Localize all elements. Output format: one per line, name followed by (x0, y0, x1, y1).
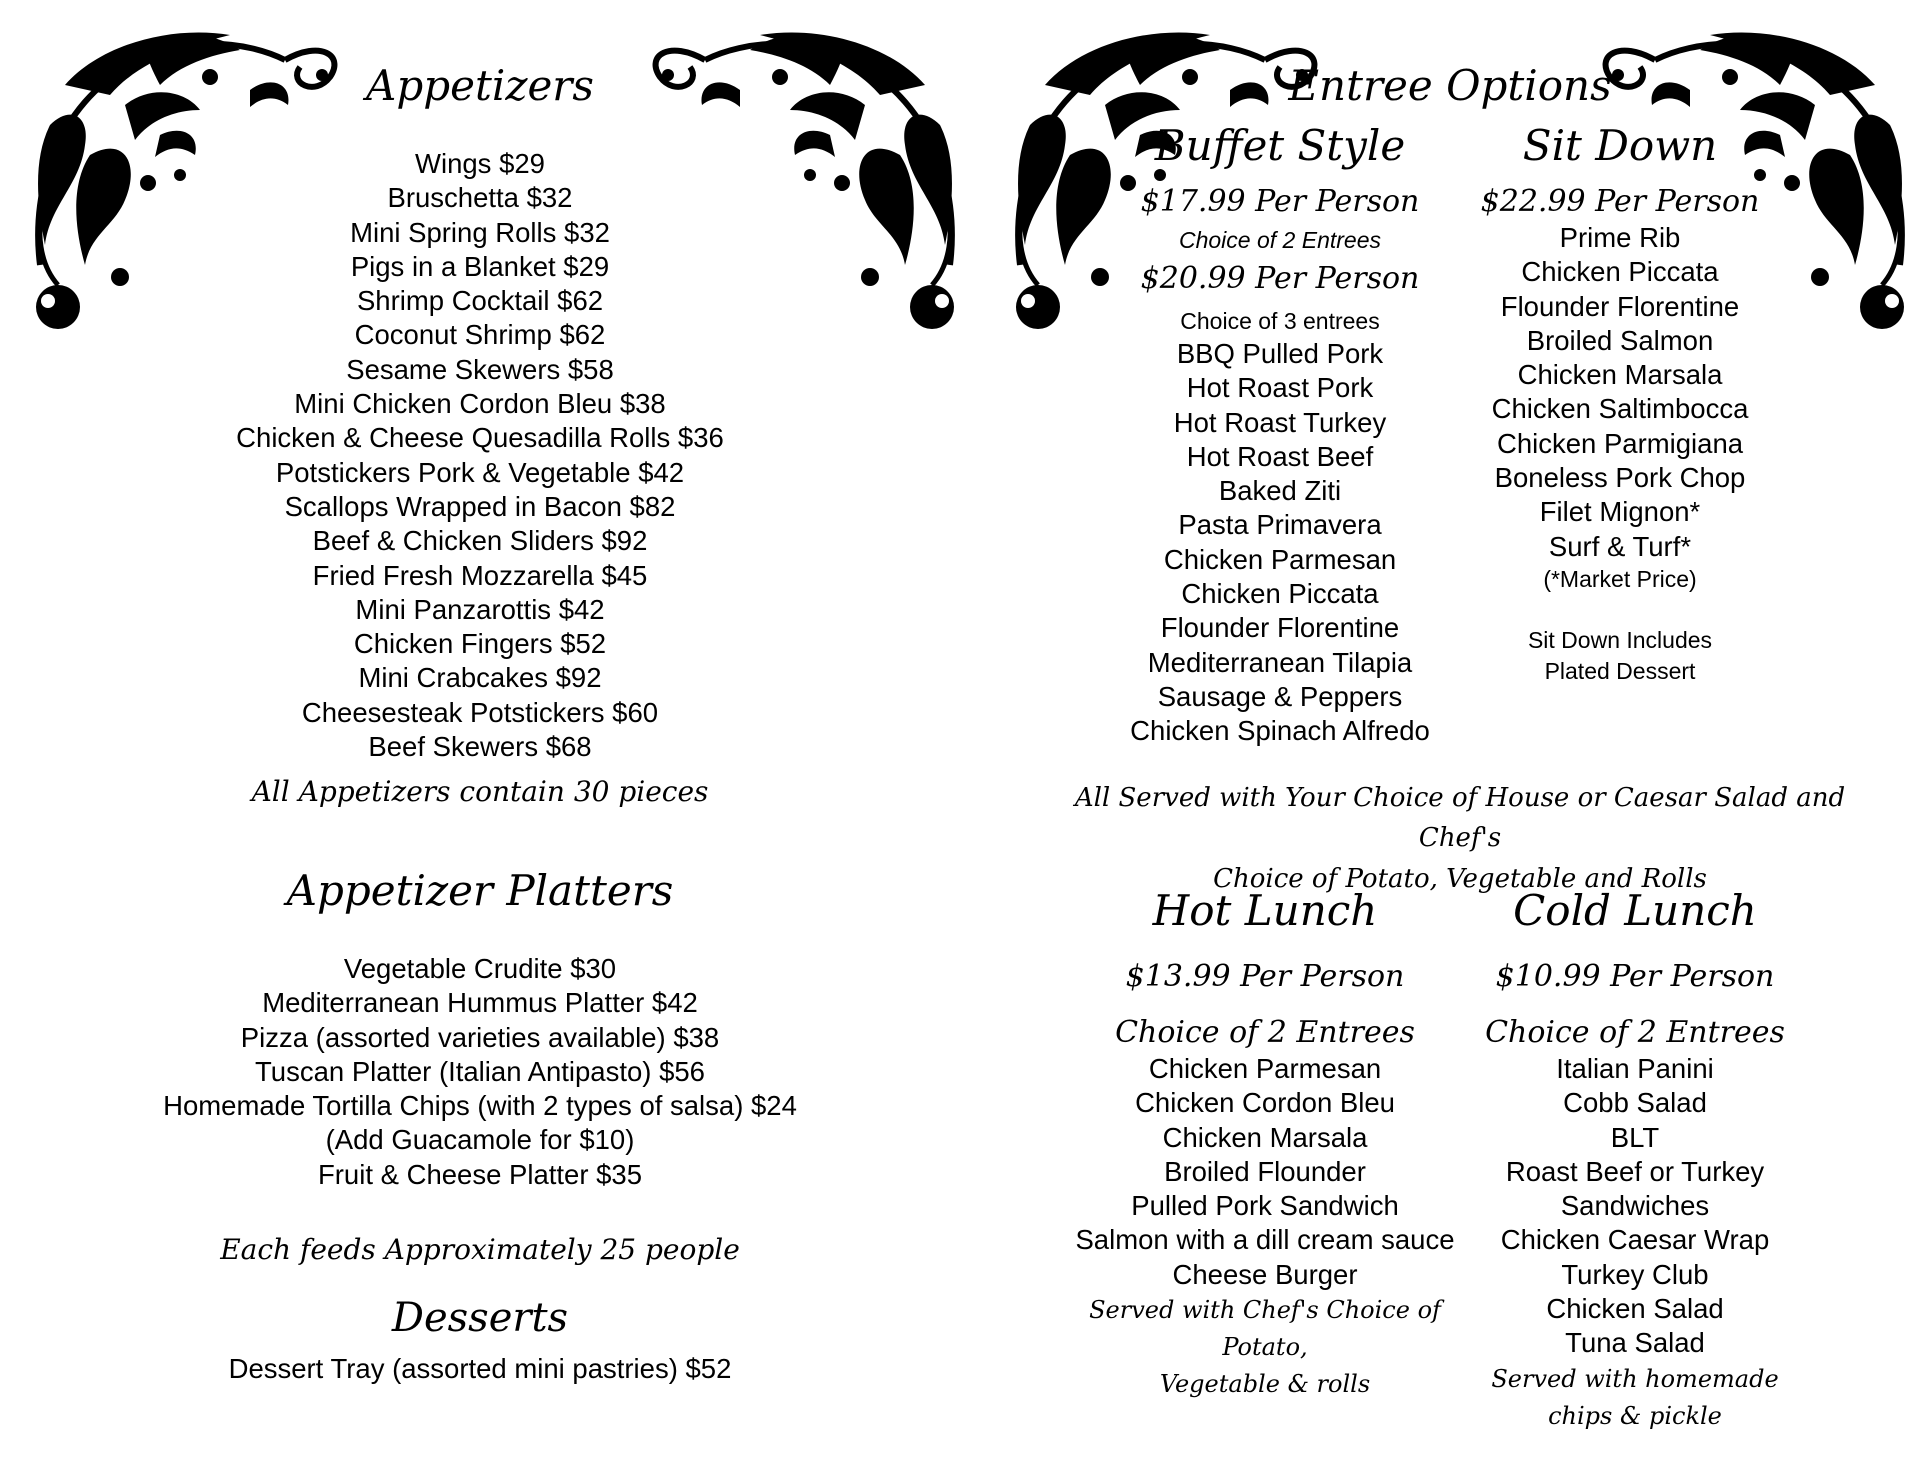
list-item: Baked Ziti (1218, 475, 1342, 507)
cold-lunch-price: $10.99 Per Person (1495, 959, 1775, 994)
sitdown-price: $22.99 Per Person (1480, 184, 1760, 219)
list-item: BBQ Pulled Pork (1176, 338, 1384, 369)
entree-title: Entree Options (1288, 61, 1612, 110)
list-item: Hot Roast Pork (1186, 372, 1374, 404)
buffet-column (1080, 121, 1480, 749)
cold-lunch-note-1: Served with homemade (1491, 1364, 1779, 1393)
buffet-choice-2: Choice of 3 entrees (1180, 308, 1380, 334)
list-item: Tuna Salad (1565, 1327, 1705, 1359)
list-item: Mediterranean Hummus Platter $42 (262, 987, 698, 1019)
list-item: Pulled Pork Sandwich (1131, 1190, 1399, 1222)
list-item: Mini Panzarottis $42 (355, 593, 605, 625)
cold-lunch-title: Cold Lunch (1513, 886, 1757, 935)
served-line-2: Choice of Potato, Vegetable and Rolls (1213, 863, 1707, 894)
served-line-1: All Served with Your Choice of House or Caesar Salad and Chef's (1074, 783, 1846, 854)
list-item: Flounder Florentine (1160, 612, 1400, 644)
list-item: Cheese Burger (1172, 1258, 1358, 1290)
buffet-price-2: $20.99 Per Person (1140, 261, 1420, 296)
list-item: Chicken Piccata (1521, 256, 1719, 288)
list-item: Shrimp Cocktail $62 (356, 285, 604, 317)
list-item: Beef & Chicken Sliders $92 (312, 525, 648, 557)
list-item: Chicken Parmesan (1163, 543, 1397, 575)
list-item: Flounder Florentine (1500, 290, 1740, 322)
list-item: Mini Chicken Cordon Bleu $38 (294, 388, 666, 420)
list-item: Broiled Flounder (1164, 1155, 1366, 1187)
list-item: Beef Skewers $68 (368, 731, 592, 763)
list-item: Coconut Shrimp $62 (354, 319, 606, 351)
list-item: Chicken Caesar Wrap (1500, 1224, 1770, 1256)
platters-title: Appetizer Platters (286, 866, 674, 915)
list-item: Chicken Salad (1546, 1293, 1724, 1325)
list-item: Bruschetta $32 (387, 182, 573, 214)
hot-lunch-list (1055, 1052, 1475, 1292)
list-item: Pizza (assorted varieties available) $38 (240, 1021, 720, 1053)
desserts-title: Desserts (391, 1295, 569, 1341)
list-item: Chicken Marsala (1162, 1121, 1368, 1153)
list-item: Chicken Parmesan (1148, 1053, 1382, 1084)
list-item: Chicken Piccata (1181, 578, 1379, 610)
list-item: Broiled Salmon (1526, 324, 1714, 356)
list-item: Sesame Skewers $58 (346, 353, 614, 385)
list-item: Chicken Cordon Bleu (1135, 1087, 1395, 1119)
list-item: Sandwiches (1560, 1190, 1710, 1222)
list-item: Pasta Primavera (1178, 509, 1382, 541)
list-item: Chicken Parmigiana (1496, 427, 1744, 459)
desserts-section (100, 1295, 860, 1386)
appetizers-section (100, 61, 860, 814)
list-item: Pigs in a Blanket $29 (350, 250, 610, 282)
appetizers-title: Appetizers (366, 61, 594, 110)
list-item: (Add Guacamole for $10) (325, 1124, 635, 1156)
cold-lunch-column (1470, 886, 1800, 1435)
list-item: Fruit & Cheese Platter $35 (317, 1158, 643, 1190)
list-item: Chicken Marsala (1517, 359, 1723, 391)
list-item: Filet Mignon* (1539, 496, 1701, 528)
list-item: Chicken Spinach Alfredo (1130, 715, 1430, 747)
sitdown-list (1450, 221, 1790, 564)
list-item: Scallops Wrapped in Bacon $82 (284, 490, 676, 522)
platters-list (100, 952, 860, 1192)
list-item: Cobb Salad (1563, 1087, 1707, 1119)
cold-lunch-choice: Choice of 2 Entrees (1485, 1015, 1785, 1050)
list-item: Potstickers Pork & Vegetable $42 (275, 456, 685, 488)
list-item: Italian Panini (1556, 1053, 1714, 1084)
list-item: Turkey Club (1561, 1258, 1709, 1290)
list-item: Mini Crabcakes $92 (358, 662, 602, 694)
hot-lunch-column (1055, 886, 1475, 1404)
platters-note: Each feeds Approximately 25 people (220, 1233, 740, 1267)
market-price-note: (*Market Price) (1543, 565, 1697, 592)
desserts-list (100, 1352, 860, 1386)
list-item: Boneless Pork Chop (1494, 462, 1746, 494)
list-item: Surf & Turf* (1548, 530, 1692, 562)
list-item: Chicken Saltimbocca (1491, 393, 1749, 425)
list-item: Dessert Tray (assorted mini pastries) $52 (228, 1353, 732, 1384)
list-item: Fried Fresh Mozzarella $45 (312, 559, 648, 591)
list-item: Vegetable Crudite $30 (343, 953, 617, 984)
list-item: Tuscan Platter (Italian Antipasto) $56 (255, 1055, 705, 1087)
entree-section (1140, 61, 1760, 110)
list-item: Prime Rib (1559, 222, 1681, 253)
list-item: BLT (1610, 1121, 1660, 1153)
buffet-title: Buffet Style (1154, 121, 1406, 170)
appetizers-note: All Appetizers contain 30 pieces (251, 775, 709, 809)
sitdown-includes-2: Plated Dessert (1544, 657, 1696, 684)
hot-lunch-note-2: Vegetable & rolls (1159, 1370, 1371, 1399)
sitdown-title: Sit Down (1522, 121, 1718, 170)
entree-served-note (1040, 778, 1880, 899)
hot-lunch-price: $13.99 Per Person (1125, 959, 1405, 994)
platters-section (100, 866, 860, 1271)
buffet-choice-1: Choice of 2 Entrees (1178, 227, 1381, 253)
hot-lunch-choice: Choice of 2 Entrees (1115, 1015, 1415, 1050)
list-item: Mini Spring Rolls $32 (350, 216, 610, 248)
hot-lunch-title: Hot Lunch (1152, 886, 1378, 935)
sitdown-column (1450, 121, 1790, 687)
hot-lunch-note-1: Served with Chef's Choice of Potato, (1089, 1296, 1441, 1362)
cold-lunch-list (1470, 1052, 1800, 1361)
buffet-price-1: $17.99 Per Person (1140, 184, 1420, 219)
list-item: Hot Roast Turkey (1173, 406, 1387, 438)
list-item: Cheesesteak Potstickers $60 (301, 696, 659, 728)
list-item: Hot Roast Beef (1186, 440, 1374, 472)
list-item: Wings $29 (415, 148, 545, 179)
sitdown-includes-1: Sit Down Includes (1527, 626, 1713, 653)
cold-lunch-note-2: chips & pickle (1548, 1401, 1722, 1430)
buffet-list (1080, 337, 1480, 749)
list-item: Mediterranean Tilapia (1147, 646, 1413, 678)
list-item: Sausage & Peppers (1157, 680, 1403, 712)
appetizers-list (100, 147, 860, 764)
list-item: Chicken Fingers $52 (353, 628, 607, 660)
list-item: Homemade Tortilla Chips (with 2 types of salsa) $24 (163, 1090, 797, 1122)
list-item: Roast Beef or Turkey (1505, 1155, 1765, 1187)
list-item: Salmon with a dill cream sauce (1075, 1224, 1455, 1256)
list-item: Chicken & Cheese Quesadilla Rolls $36 (236, 422, 724, 454)
